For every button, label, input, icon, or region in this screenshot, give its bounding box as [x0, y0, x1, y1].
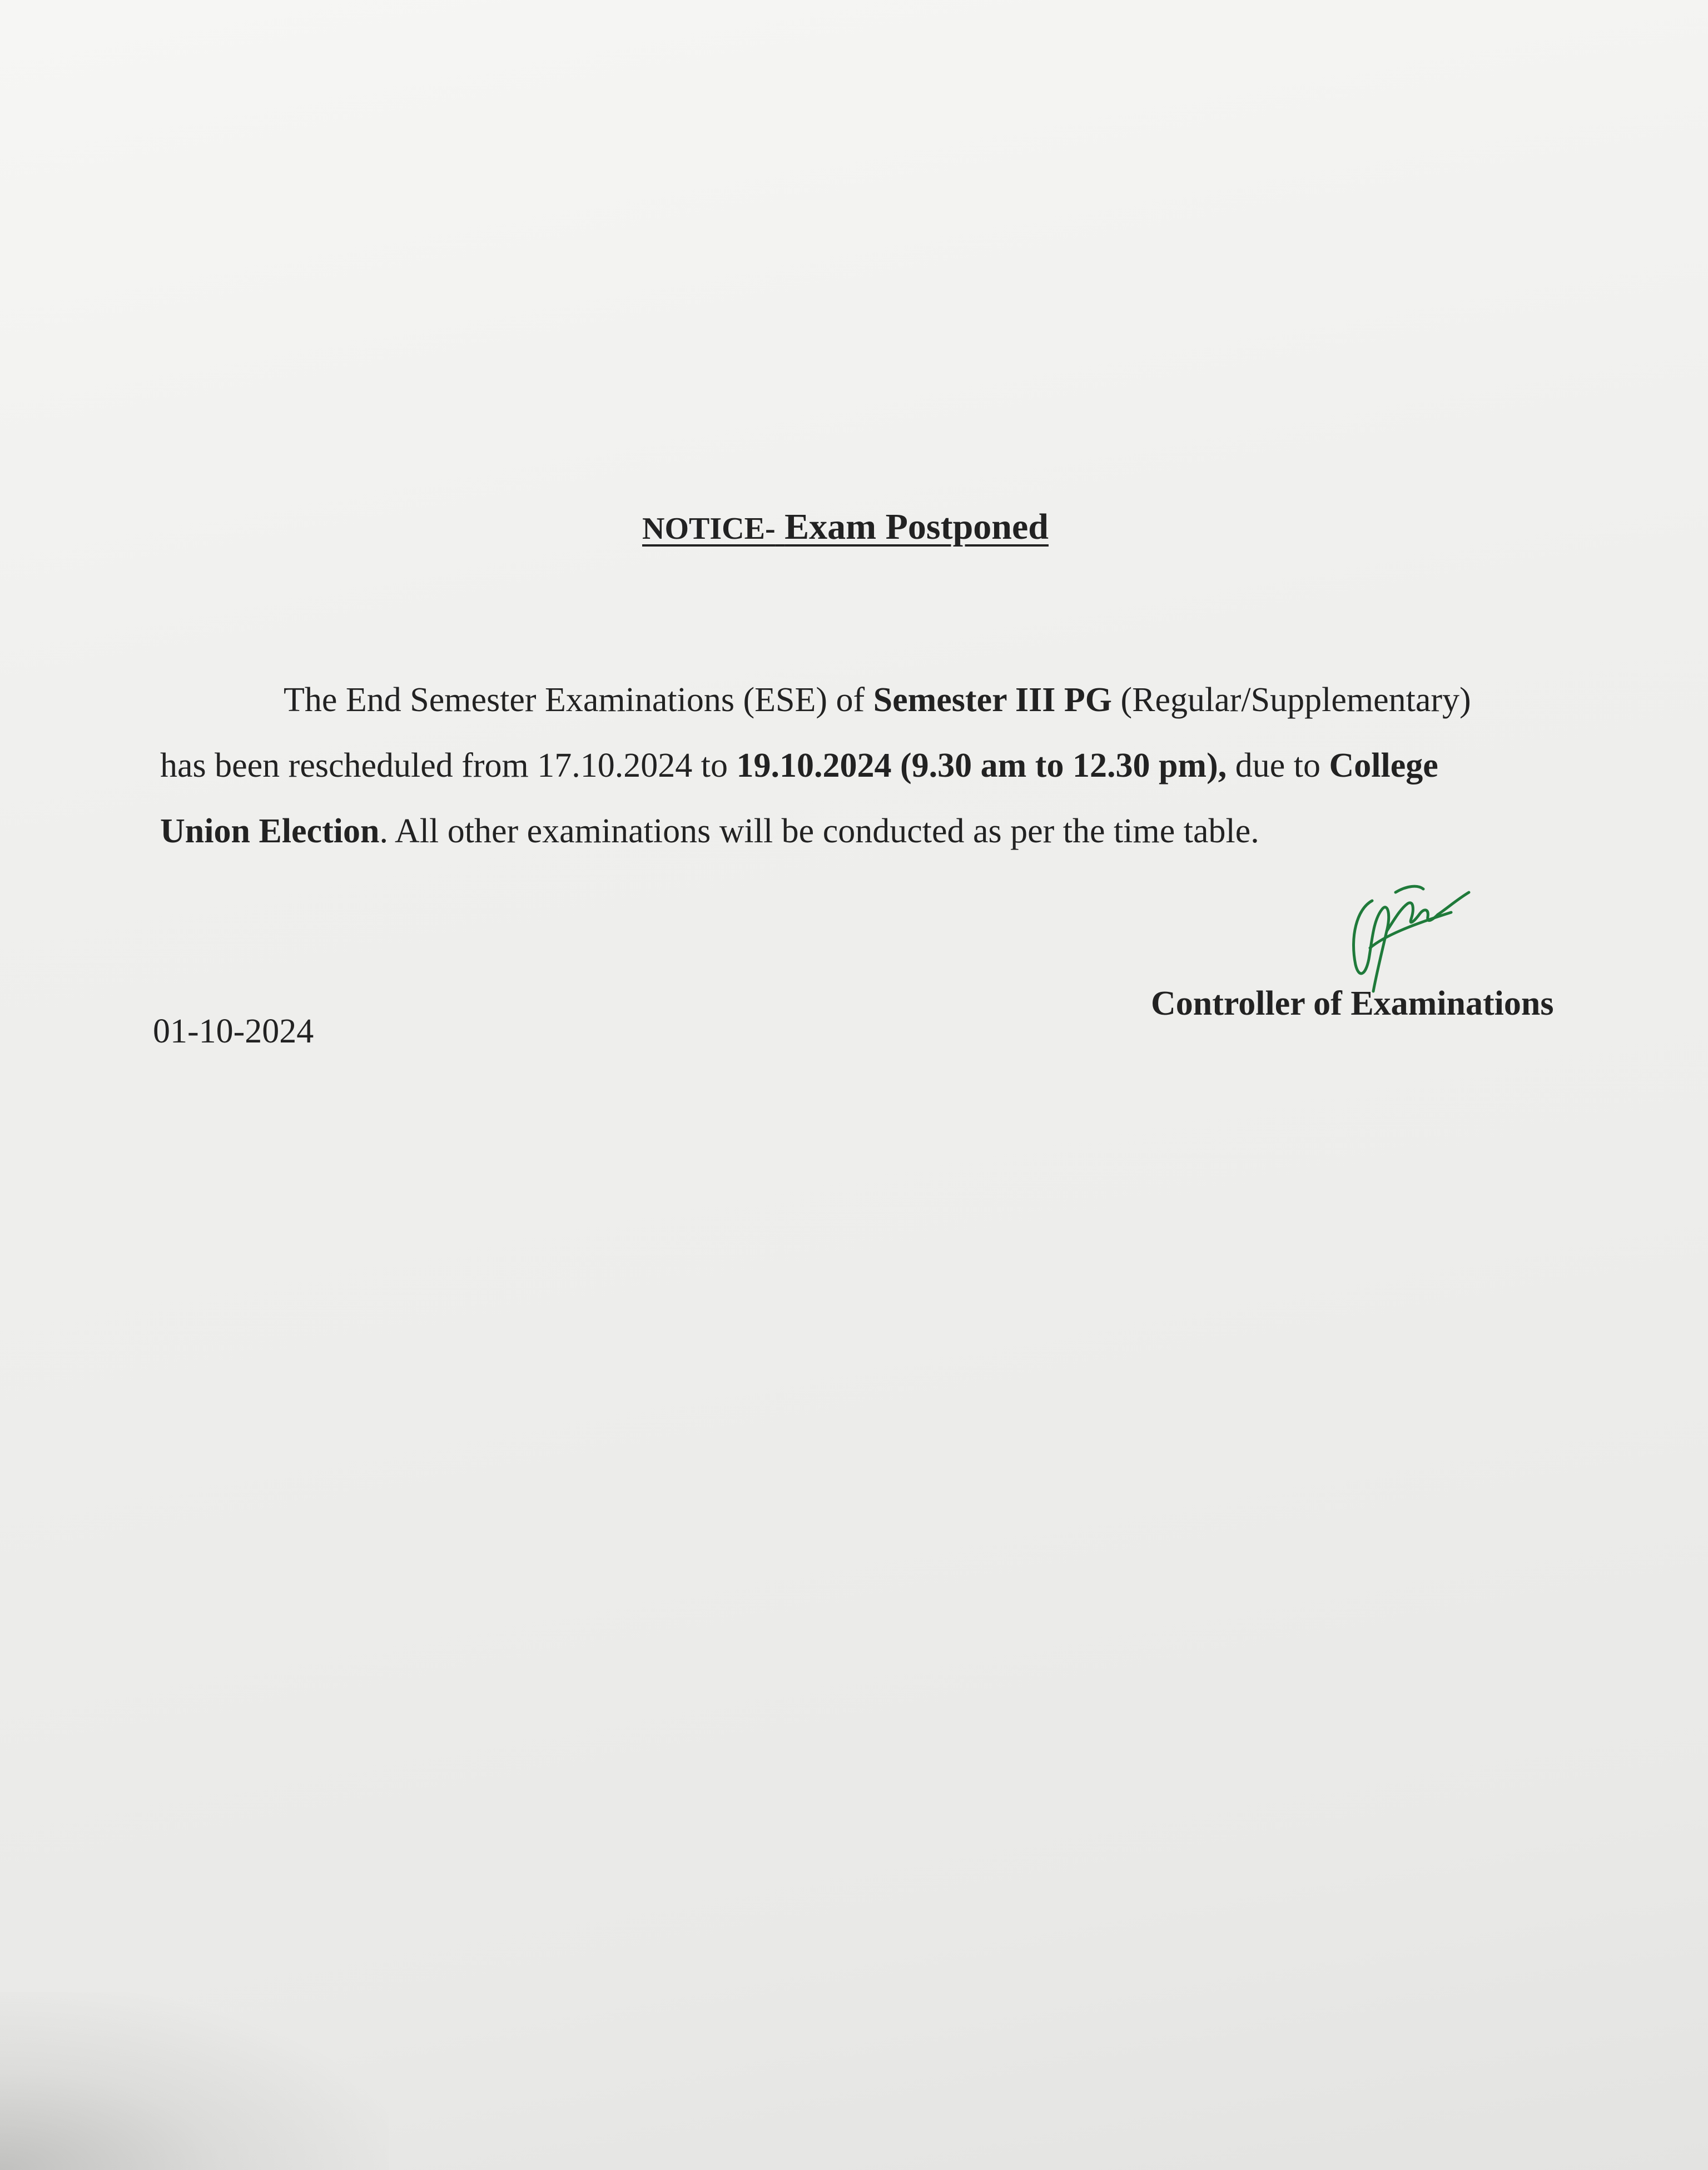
- notice-title-prefix: NOTICE-: [642, 512, 776, 546]
- body-line-2: [160, 733, 1589, 798]
- notice-date: 01-10-2024: [153, 1012, 314, 1050]
- notice-title: [642, 506, 1049, 548]
- body-text: due to: [1227, 747, 1329, 784]
- body-line-3: [160, 798, 1589, 864]
- signature-icon: [1340, 870, 1473, 998]
- page-shadow: [0, 1992, 389, 2170]
- signatory-title: Controller of Examinations: [1151, 985, 1554, 1022]
- body-bold-text: Union Election: [160, 812, 380, 850]
- notice-title-main: Exam Postponed: [785, 507, 1049, 547]
- body-text: (Regular/Supplementary): [1111, 681, 1471, 719]
- notice-body: [160, 667, 1589, 864]
- body-bold-text: College: [1329, 747, 1438, 784]
- body-text: has been rescheduled from 17.10.2024 to: [160, 747, 737, 784]
- body-line-1: [160, 667, 1589, 733]
- body-bold-text: 19.10.2024 (9.30 am to 12.30 pm),: [736, 747, 1227, 784]
- body-text: The End Semester Examinations (ESE) of: [284, 681, 873, 719]
- body-bold-text: Semester III PG: [873, 681, 1112, 719]
- body-text: . All other examinations will be conducted as per the time table.: [379, 812, 1259, 850]
